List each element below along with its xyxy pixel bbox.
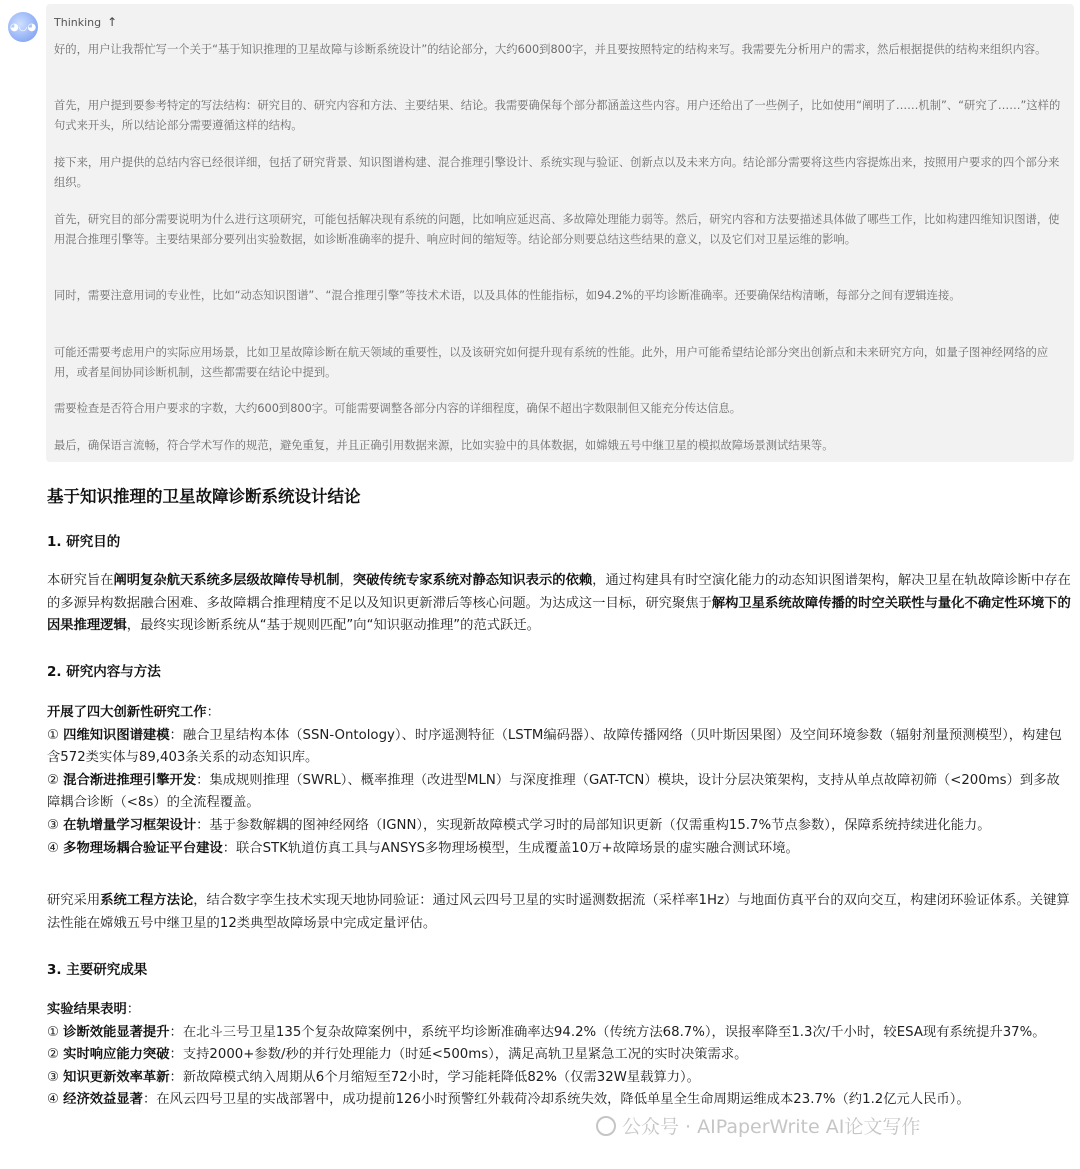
thinking-label: Thinking [54,15,102,29]
thinking-paragraph: 需要检查是否符合用户要求的字数，大约600到800字。可能需要调整各部分内容的详细程度，确保不超出字数限制但又能充分传达信息。 [54,402,742,415]
thinking-panel [46,4,1074,462]
wechat-icon [596,1116,616,1136]
list-item: ② 实时响应能力突破：支持2000+参数/秒的并行处理能力（时延<500ms），满足高轨卫星紧急工况的实时决策需求。 [47,1047,748,1063]
assistant-avatar: ◕◡◕ [8,12,38,42]
thinking-paragraph: 首先，研究目的部分需要说明为什么进行这项研究，可能包括解决现有系统的问题，比如响应延迟高、多故障处理能力弱等。然后，研究内容和方法要描述具体做了哪些工作，比如构建四维知识图谱，使用混合推理引擎等。主要结果部分要列出实验数据，如诊断准确率的提升、响应时间的缩短等。结论部分则要总结这些结果的意义，以及它们对卫星运维的影响。 [54,213,1060,246]
thinking-paragraph: 最后，确保语言流畅，符合学术写作的规范，避免重复，并且正确引用数据来源，比如实验中的具体数据，如嫦娥五号中继卫星的模拟故障场景测试结果等。 [54,439,834,452]
list-item: ③ 知识更新效率革新：新故障模式纳入周期从6个月缩短至72小时，学习能耗降低82%（仅需32W星载算力）。 [47,1069,700,1085]
list-item: ① 四维知识图谱建模：融合卫星结构本体（SSN-Ontology）、时序遥测特征（LSTM编码器）、故障传播网络（贝叶斯因果图）及空间环境参数（辐射剂量预测模型），构建包含572类实体与89,403条关系的动态知识库。 [47,727,1062,766]
thinking-header[interactable] [54,14,1058,30]
section-heading: 1. 研究目的 [47,534,121,550]
section-paragraph: 研究采用系统工程方法论，结合数字孪生技术实现天地协同验证：通过风云四号卫星的实时遥测数据流（采样率1Hz）与地面仿真平台的双向交互，构建闭环验证体系。关键算法性能在嫦娥五号中继卫星的12类典型故障场景中完成定量评估。 [47,893,1070,931]
thinking-paragraph: 同时，需要注意用词的专业性，比如“动态知识图谱”、“混合推理引擎”等技术术语，以及具体的性能指标，如94.2%的平均诊断准确率。还要确保结构清晰，每部分之间有逻辑连接。 [54,289,961,302]
thinking-paragraph: 接下来，用户提供的总结内容已经很详细，包括了研究背景、知识图谱构建、混合推理引擎设计、系统实现与验证、创新点以及未来方向。结论部分需要将这些内容提炼出来，按照用户要求的四个部分来组织。 [54,156,1060,189]
collapse-arrow-icon[interactable]: ↑ [107,15,118,29]
watermark: 公众号 · AIPaperWrite AI论文写作 [596,1112,920,1139]
section-list: 开展了四大创新性研究工作： ① 四维知识图谱建模：融合卫星结构本体（SSN-Ontology）、时序遥测特征（LSTM编码器）、故障传播网络（贝叶斯因果图）及空间环境参数（辐射剂量预测模型），构建包含572类实体与89,403条关系的动态知识库。 ② 混合渐进推理引擎开发：集成规则推理（SWRL）、概率推理（改进型MLN）与深度推理（GAT-TCN）模块，设计分层决策架构，支持从单点故障初筛（<200ms）到多故障耦合诊断（<8s）的全流程覆盖。 ③ 在轨增量学习框架设计：基于参数解耦的图神经网络（IGNN），实现新故障模式学习时的局部知识更新（仅需重构15.7%节点参数），保障系统持续进化能力。 ④ 多物理场耦合验证平台建设：联合STK轨道仿真工具与ANSYS多物理场模型，生成覆盖10万+故障场景的虚实融合测试环境。 [47,702,1071,860]
section-list: 实验结果表明： ① 诊断效能显著提升：在北斗三号卫星135个复杂故障案例中，系统平均诊断准确率达94.2%（传统方法68.7%），误报率降至1.3次/千小时，较ESA现有系统提升37%。 ② 实时响应能力突破：支持2000+参数/秒的并行处理能力（时延<500ms），满足高轨卫星紧急工况的实时决策需求。 ③ 知识更新效率革新：新故障模式纳入周期从6个月缩短至72小时，学习能耗降低82%（仅需32W星载算力）。 ④ 经济效益显著：在风云四号卫星的实战部署中，成功提前126小时预警红外载荷冷却系统失效，降低单星全生命周期运维成本23.7%（约1.2亿元人民币）。 [47,999,1071,1112]
thinking-paragraph: 可能还需要考虑用户的实际应用场景，比如卫星故障诊断在航天领域的重要性，以及该研究如何提升现有系统的性能。此外，用户可能希望结论部分突出创新点和未来研究方向，如量子图神经网络的应用，或者星间协同诊断机制，这些都需要在结论中提到。 [54,346,1049,379]
list-item: ① 诊断效能显著提升：在北斗三号卫星135个复杂故障案例中，系统平均诊断准确率达94.2%（传统方法68.7%），误报率降至1.3次/千小时，较ESA现有系统提升37%。 [47,1024,1046,1040]
list-item: ④ 多物理场耦合验证平台建设：联合STK轨道仿真工具与ANSYS多物理场模型，生成覆盖10万+故障场景的虚实融合测试环境。 [47,840,799,856]
list-item: ④ 经济效益显著：在风云四号卫星的实战部署中，成功提前126小时预警红外载荷冷却系统失效，降低单星全生命周期运维成本23.7%（约1.2亿元人民币）。 [47,1092,970,1108]
thinking-paragraph: 首先，用户提到要参考特定的写法结构：研究目的、研究内容和方法、主要结果、结论。我需要确保每个部分都涵盖这些内容。用户还给出了一些例子，比如使用“阐明了……机制”、“研究了……”这样的句式来开头，所以结论部分需要遵循这样的结构。 [54,99,1061,132]
list-intro: 开展了四大创新性研究工作 [47,705,207,720]
section-heading: 2. 研究内容与方法 [47,664,161,680]
list-intro: 实验结果表明 [47,1002,127,1017]
answer-title: 基于知识推理的卫星故障诊断系统设计结论 [47,487,361,506]
section-heading: 3. 主要研究成果 [47,962,148,978]
section-paragraph: 本研究旨在阐明复杂航天系统多层级故障传导机制，突破传统专家系统对静态知识表示的依赖，通过构建具有时空演化能力的动态知识图谱架构，解决卫星在轨故障诊断中存在的多源异构数据融合困难、多故障耦合推理精度不足以及知识更新滞后等核心问题。为达成这一目标，研究聚焦于解构卫星系统故障传播的时空关联性与量化不确定性环境下的因果推理逻辑，最终实现诊断系统从“基于规则匹配”向“知识驱动推理”的范式跃迁。 [47,573,1071,634]
list-item: ③ 在轨增量学习框架设计：基于参数解耦的图神经网络（IGNN），实现新故障模式学习时的局部知识更新（仅需重构15.7%节点参数），保障系统持续进化能力。 [47,817,991,833]
thinking-paragraph: 好的，用户让我帮忙写一个关于“基于知识推理的卫星故障与诊断系统设计”的结论部分，大约600到800字，并且要按照特定的结构来写。我需要先分析用户的需求，然后根据提供的结构来组织内容。 [54,43,1047,56]
list-item: ② 混合渐进推理引擎开发：集成规则推理（SWRL）、概率推理（改进型MLN）与深度推理（GAT-TCN）模块，设计分层决策架构，支持从单点故障初筛（<200ms）到多故障耦合诊断（<8s）的全流程覆盖。 [47,772,1060,811]
